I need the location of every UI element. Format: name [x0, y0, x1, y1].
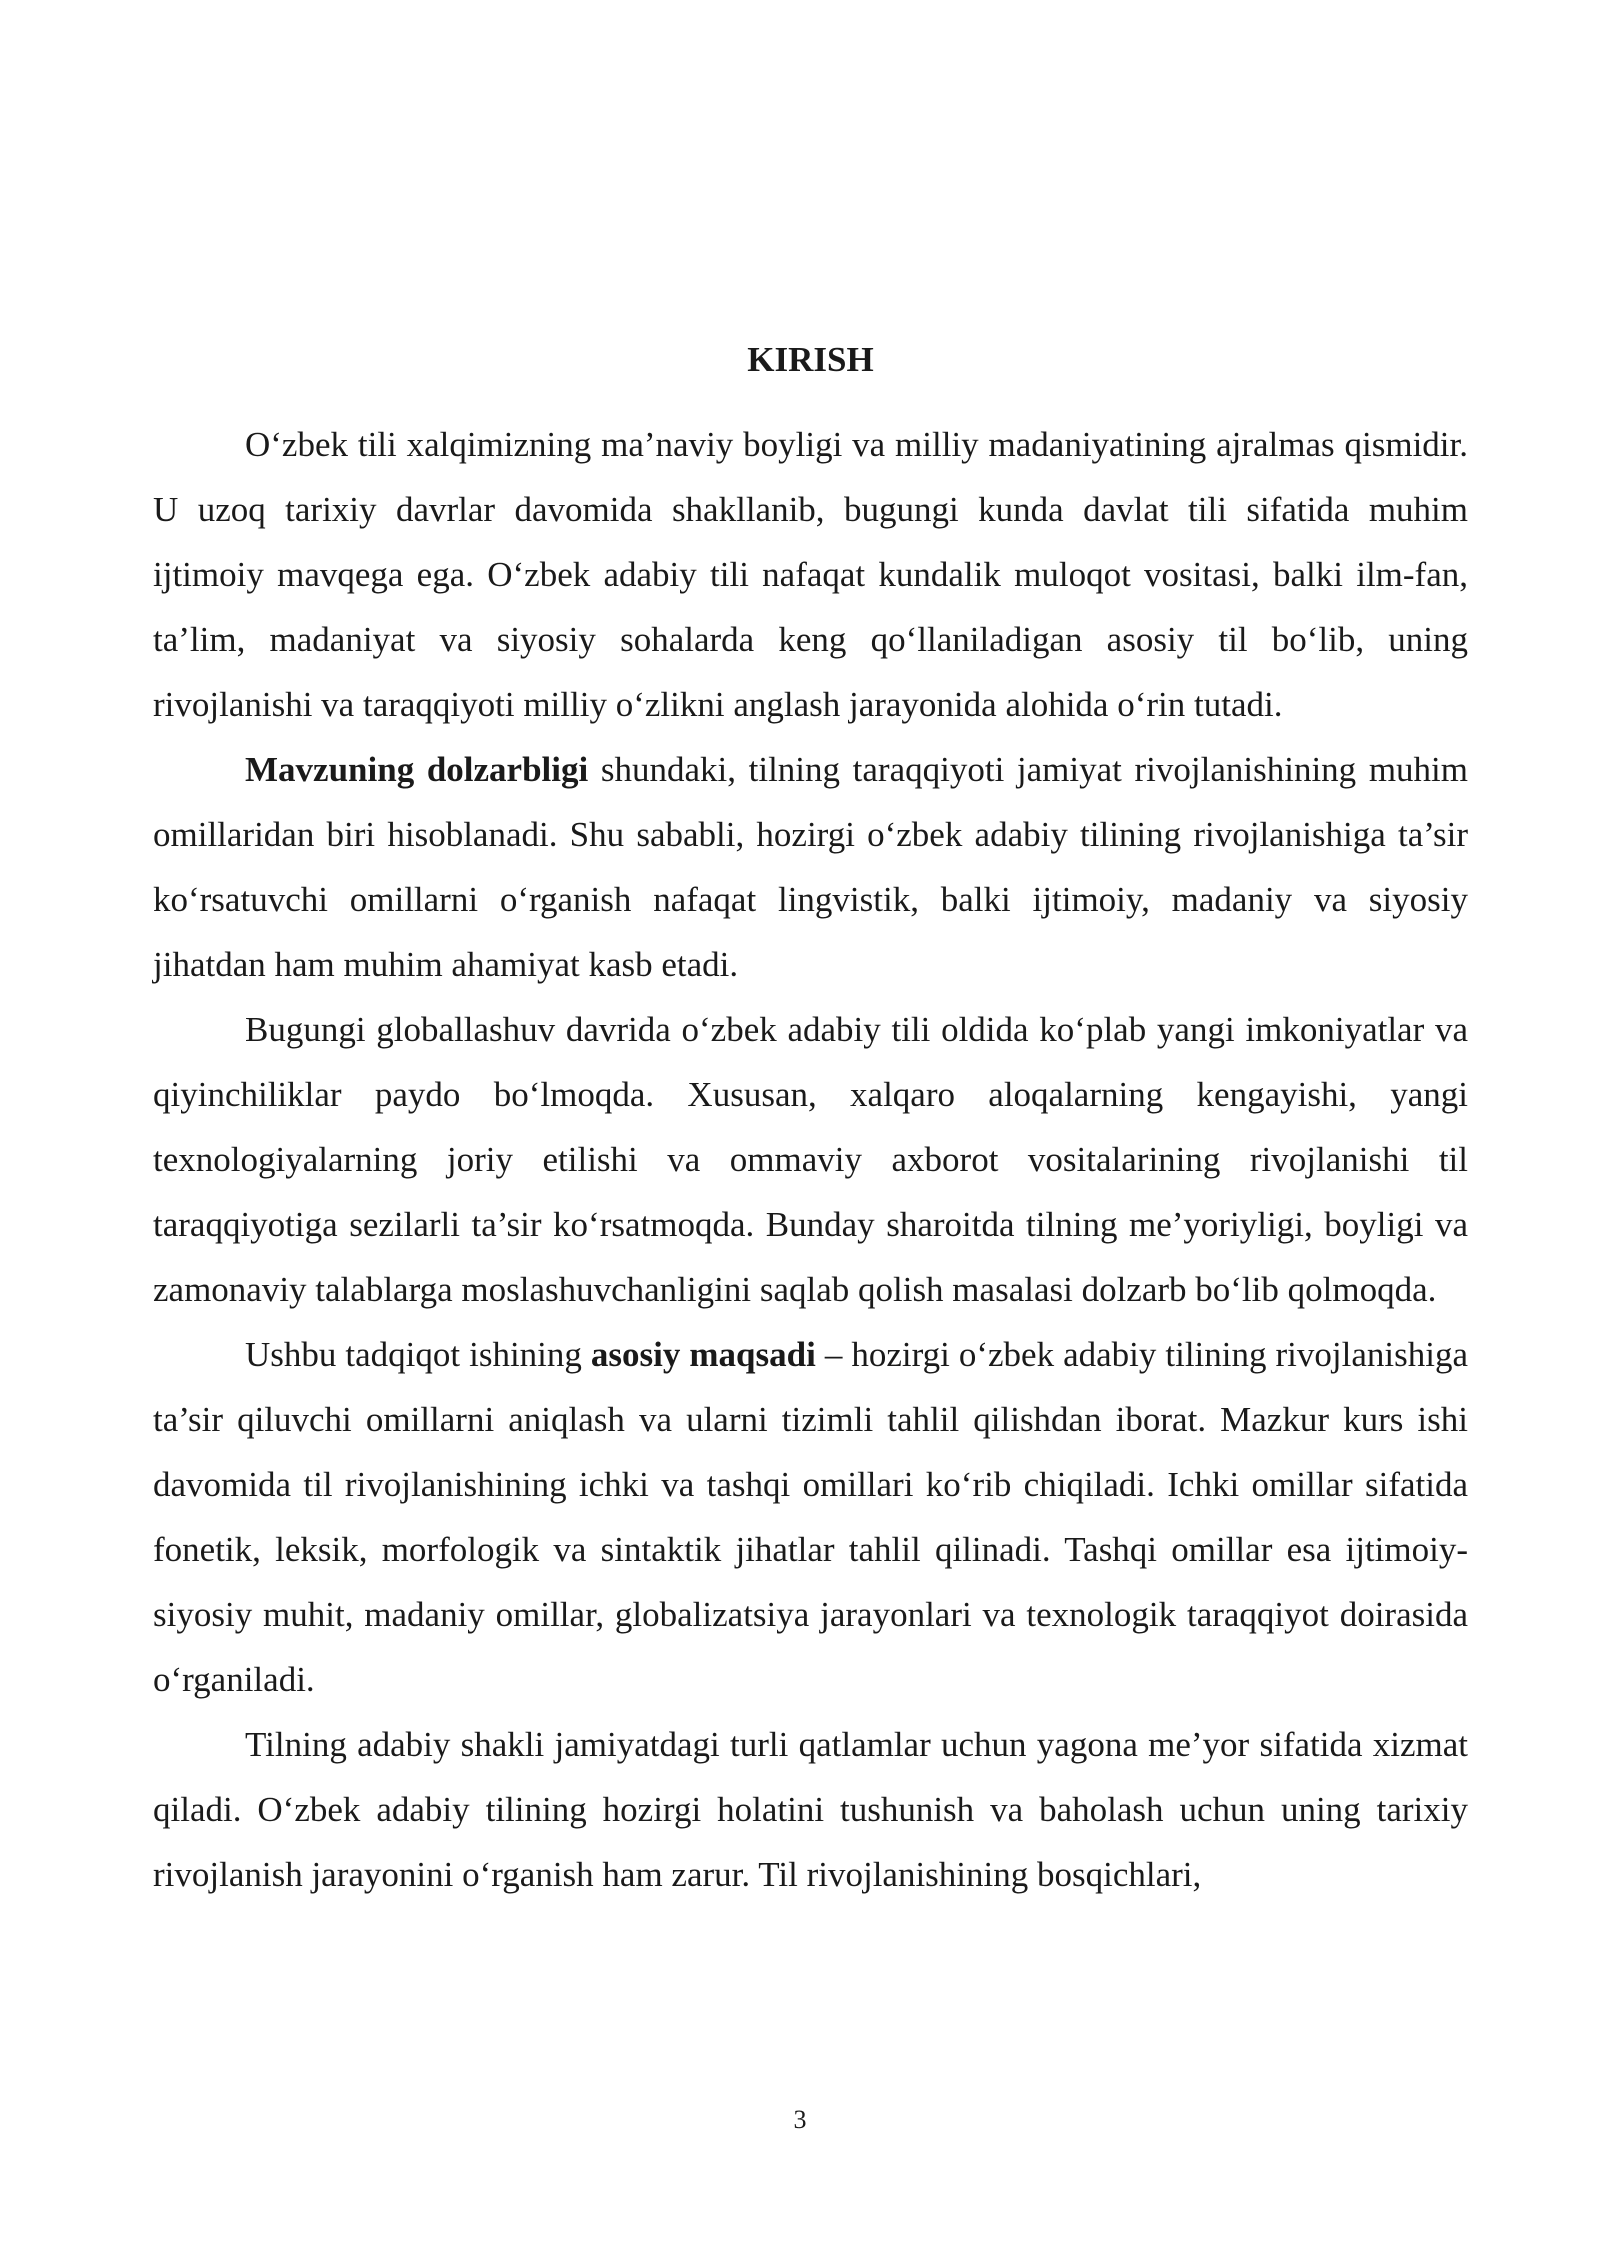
relevance-text: shundaki, tilning taraqqiyoti jamiyat rivojlanishining muhim omillaridan biri hisoblanadi. Shu sababli, hozirgi o‘zbek adabiy tilining rivojlanishiga ta’sir ko‘rsatuvchi omillarni o‘rganish nafaqat lingvistik, balki ijtimoiy, madaniy va siyosiy jihatdan ham muhim ahamiyat kasb etadi.	[153, 750, 1468, 984]
paragraph-purpose	[153, 1322, 1468, 1712]
relevance-bold-lead: Mavzuning dolzarbligi	[245, 750, 589, 789]
paragraph-globalization: Bugungi globallashuv davrida o‘zbek adabiy tili oldida ko‘plab yangi imkoniyatlar va qiyinchiliklar paydo bo‘lmoqda. Xususan, xalqaro aloqalarning kengayishi, yangi texnologiyalarning joriy etilishi va ommaviy axborot vositalarining rivojlanishi til taraqqiyotiga sezilarli ta’sir ko‘rsatmoqda. Bunday sharoitda tilning me’yoriyligi, boyligi va zamonaviy talablarga moslashuvchanligini saqlab qolish masalasi dolzarb bo‘lib qolmoqda.	[153, 1010, 1468, 1309]
page-content	[153, 327, 1468, 1907]
purpose-text-after: – hozirgi o‘zbek adabiy tilining rivojlanishiga ta’sir qiluvchi omillarni aniqlash va ularni tizimli tahlil qilishdan iborat. Mazkur kurs ishi davomida til rivojlanishining ichki va tashqi omillari ko‘rib chiqiladi. Ichki omillar sifatida fonetik, leksik, morfologik va sintaktik jihatlar tahlil qilinadi. Tashqi omillar esa ijtimoiy-siyosiy muhit, madaniy omillar, globalizatsiya jarayonlari va texnologik taraqqiyot doirasida o‘rganiladi.	[153, 1335, 1468, 1699]
purpose-text-before: Ushbu tadqiqot ishining	[245, 1335, 591, 1374]
purpose-bold-term: asosiy maqsadi	[590, 1335, 816, 1374]
paragraph-relevance	[153, 737, 1468, 997]
paragraph-intro: O‘zbek tili xalqimizning ma’naviy boyligi va milliy madaniyatining ajralmas qismidir. U uzoq tarixiy davrlar davomida shakllanib, bugungi kunda davlat tili sifatida muhim ijtimoiy mavqega ega. O‘zbek adabiy tili nafaqat kundalik muloqot vositasi, balki ilm-fan, ta’lim, madaniyat va siyosiy sohalarda keng qo‘llaniladigan asosiy til bo‘lib, uning rivojlanishi va taraqqiyoti milliy o‘zlikni anglash jarayonida alohida o‘rin tutadi.	[153, 425, 1468, 724]
page-number: 3	[793, 2105, 807, 2134]
paragraph-literary-form: Tilning adabiy shakli jamiyatdagi turli qatlamlar uchun yagona me’yor sifatida xizmat qiladi. O‘zbek adabiy tilining hozirgi holatini tushunish va baholash uchun uning tarixiy rivojlanish jarayonini o‘rganish ham zarur. Til rivojlanishining bosqichlari,	[153, 1725, 1468, 1894]
section-heading: KIRISH	[747, 340, 874, 379]
